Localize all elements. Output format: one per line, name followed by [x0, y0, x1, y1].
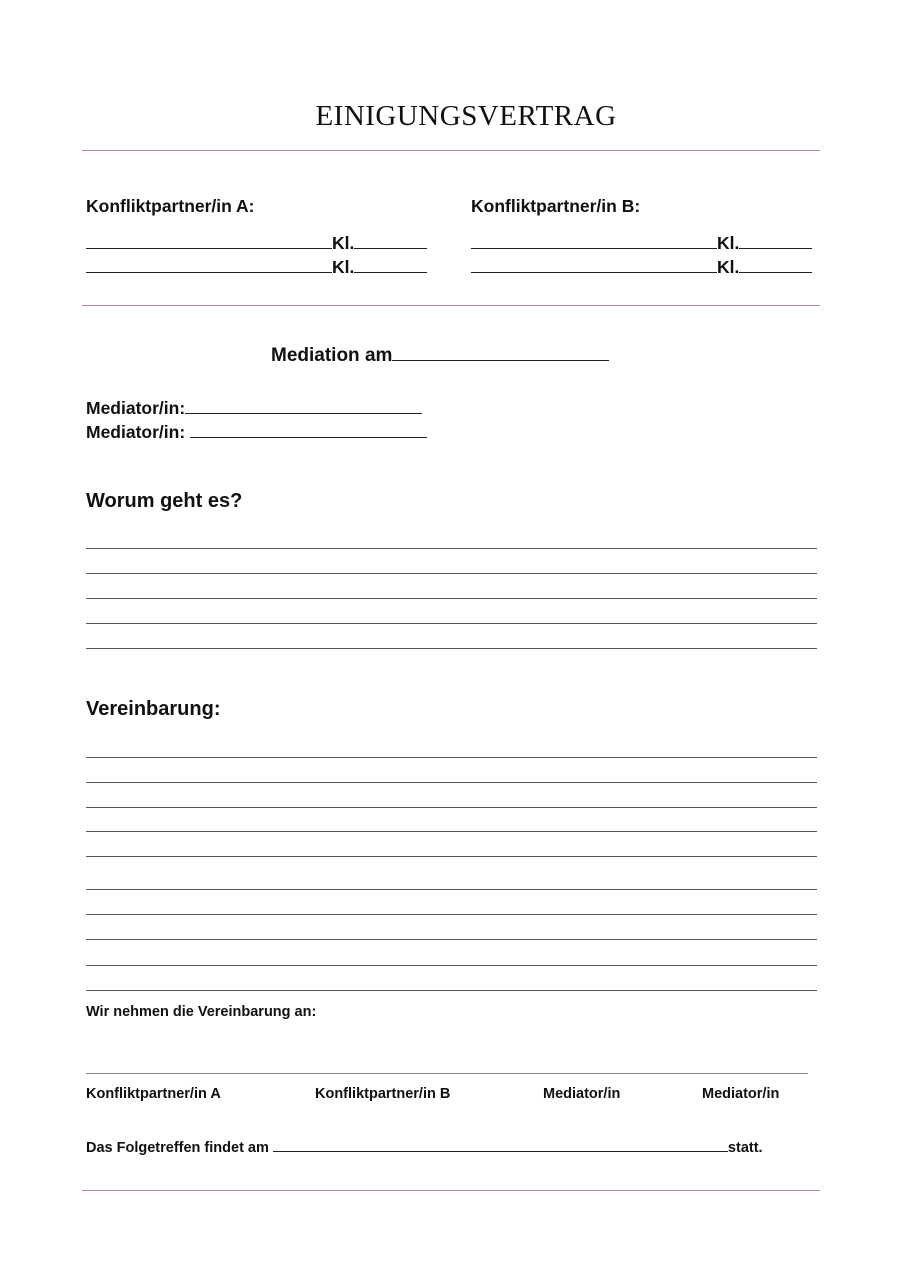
party-a-row-2: [86, 257, 427, 278]
agreement-line[interactable]: [86, 914, 817, 915]
signature-line[interactable]: [86, 1073, 808, 1074]
party-b-row-1: [471, 233, 812, 254]
mediation-date-label: Mediation am: [271, 345, 393, 366]
acceptance-text: Wir nehmen die Vereinbarung an:: [86, 1004, 317, 1020]
signature-label-mediator-2: Mediator/in: [702, 1086, 780, 1102]
party-b-row-2: [471, 257, 812, 278]
mediator-row-2: [86, 422, 427, 443]
agreement-line[interactable]: [86, 856, 817, 857]
party-a-heading: Konfliktpartner/in A:: [86, 196, 255, 216]
bottom-divider: [82, 1190, 820, 1191]
party-a-class-field-2[interactable]: [354, 257, 427, 273]
document-title: EINIGUNGSVERTRAG: [315, 100, 617, 132]
mediation-date-row: [271, 343, 609, 367]
party-a-class-field-1[interactable]: [354, 233, 427, 249]
agreement-line[interactable]: [86, 939, 817, 940]
mediator-label-2: Mediator/in:: [86, 422, 191, 442]
followup-date-field[interactable]: [273, 1138, 728, 1152]
class-label: Kl.: [717, 233, 740, 253]
party-b-heading: Konfliktpartner/in B:: [471, 196, 641, 216]
party-b-name-field-1[interactable]: [471, 233, 717, 249]
topic-heading: Worum geht es?: [86, 490, 243, 512]
top-divider: [82, 150, 820, 151]
followup-prefix: Das Folgetreffen findet am: [86, 1140, 273, 1156]
topic-line[interactable]: [86, 598, 817, 599]
agreement-heading: Vereinbarung:: [86, 698, 221, 720]
topic-line[interactable]: [86, 548, 817, 549]
agreement-line[interactable]: [86, 965, 817, 966]
followup-suffix: statt.: [727, 1140, 763, 1156]
class-label: Kl.: [717, 257, 740, 277]
mediator-label-1: Mediator/in:: [86, 398, 186, 418]
agreement-line[interactable]: [86, 757, 817, 758]
signature-label-mediator-1: Mediator/in: [543, 1086, 621, 1102]
party-b-name-field-2[interactable]: [471, 257, 717, 273]
topic-line[interactable]: [86, 573, 817, 574]
agreement-line[interactable]: [86, 831, 817, 832]
topic-line[interactable]: [86, 648, 817, 649]
agreement-line[interactable]: [86, 782, 817, 783]
agreement-line[interactable]: [86, 990, 817, 991]
party-b-class-field-1[interactable]: [739, 233, 812, 249]
topic-line[interactable]: [86, 623, 817, 624]
party-a-name-field-2[interactable]: [86, 257, 332, 273]
mediator-field-2[interactable]: [190, 422, 427, 438]
mediator-field-1[interactable]: [185, 398, 422, 414]
class-label: Kl.: [332, 233, 355, 253]
mediator-row-1: [86, 398, 422, 419]
agreement-line[interactable]: [86, 889, 817, 890]
followup-row: [86, 1138, 763, 1156]
class-label: Kl.: [332, 257, 355, 277]
parties-divider: [82, 305, 820, 306]
party-a-name-field-1[interactable]: [86, 233, 332, 249]
mediation-date-field[interactable]: [392, 343, 609, 361]
party-b-class-field-2[interactable]: [739, 257, 812, 273]
agreement-line[interactable]: [86, 807, 817, 808]
party-a-row-1: [86, 233, 427, 254]
signature-label-party-b: Konfliktpartner/in B: [315, 1086, 451, 1102]
signature-label-party-a: Konfliktpartner/in A: [86, 1086, 221, 1102]
